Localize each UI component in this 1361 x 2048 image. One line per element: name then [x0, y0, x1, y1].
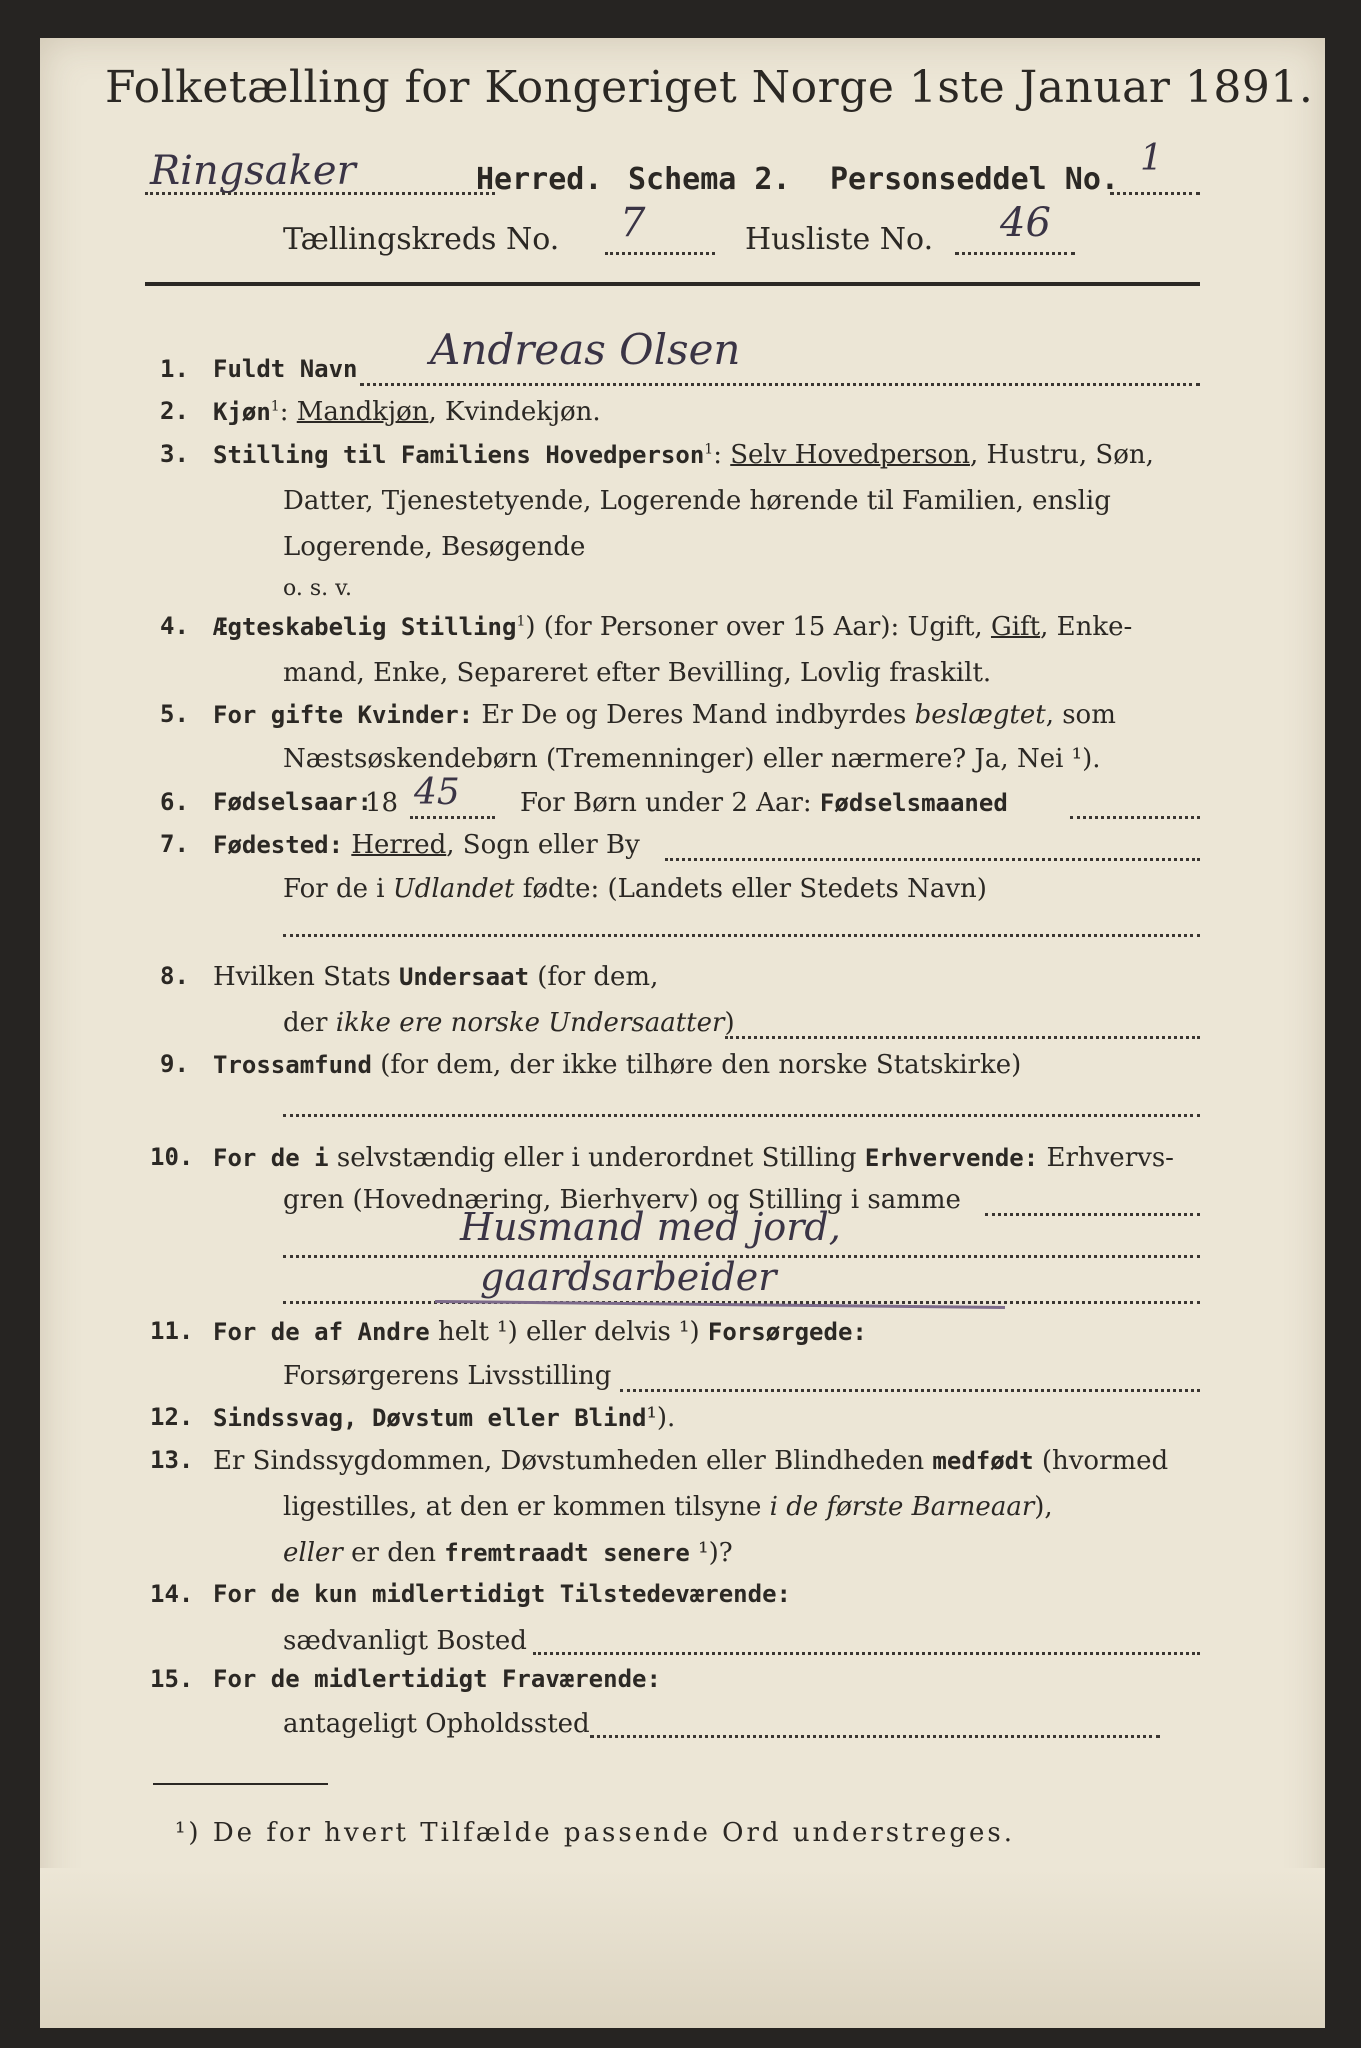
question-number: 4.	[160, 612, 189, 640]
question-text: Udlandet	[392, 874, 515, 904]
dotted-line	[620, 1389, 1200, 1392]
options-text: Næstsøskendebørn (Tremenninger) eller nærmere? Ja, Nei ¹).	[283, 744, 1101, 774]
dotted-line	[985, 1213, 1200, 1216]
question-text: Er Sindssygdommen, Døvstumheden eller Blindheden	[213, 1446, 933, 1476]
dotted-line	[605, 252, 715, 255]
question-text: (for dem, der ikke tilhøre den norske Statskirke)	[371, 1050, 1022, 1080]
question-text: )	[724, 1008, 735, 1038]
options-text: Datter, Tjenestetyende, Logerende hørende til Familien, enslig	[283, 486, 1111, 516]
herred-handwritten: Ringsaker	[150, 148, 356, 194]
question-number: 15.	[150, 1665, 194, 1693]
dotted-line	[360, 383, 1200, 386]
question-text: fødte: (Landets eller Stedets Navn)	[514, 874, 987, 904]
options-text: Logerende, Besøgende	[283, 532, 586, 562]
dotted-line	[1110, 192, 1200, 195]
question-label: Sindssvag, Døvstum eller Blind	[213, 1404, 647, 1432]
question-number: 7.	[160, 830, 189, 858]
name-handwritten: Andreas Olsen	[430, 325, 741, 374]
schema-label: Schema 2.	[628, 162, 791, 197]
footnote-mark: 1	[270, 398, 280, 415]
question-text: helt ¹) eller delvis ¹)	[429, 1317, 708, 1347]
question-label: Ægteskabelig Stilling	[213, 613, 517, 641]
question-text: (hvormed	[1033, 1446, 1169, 1476]
form-title: Folketælling for Kongeriget Norge 1ste Januar 1891.	[105, 62, 1314, 113]
question-label: Stilling til Familiens Hovedperson	[213, 441, 705, 469]
question-text: gren (Hovednæring, Bierhverv) og Stilling i samme	[283, 1185, 961, 1215]
question-text: der	[283, 1008, 336, 1038]
dotted-line	[145, 192, 495, 195]
dotted-line	[283, 934, 1200, 937]
options-text: , Enke-	[1040, 612, 1133, 642]
question-text: Er De og Deres Mand indbyrdes	[473, 700, 915, 730]
birth-year-handwritten: 45	[414, 772, 460, 813]
question-text: Erhvervs-	[1038, 1143, 1174, 1173]
question-number: 2.	[160, 397, 189, 425]
question-number: 1.	[160, 355, 189, 383]
question-text: beslægtet	[914, 700, 1046, 730]
options-text: o. s. v.	[283, 576, 352, 601]
occupation-handwritten: gaardsarbeider	[480, 1255, 777, 1299]
question-label: For de af Andre	[213, 1318, 430, 1346]
husliste-handwritten: 46	[1000, 200, 1051, 246]
options-text: ) (for Personer over 15 Aar): Ugift,	[525, 612, 991, 642]
question-number: 6.	[160, 788, 189, 816]
footnote-rule	[153, 1783, 328, 1785]
question-text: Hvilken Stats	[213, 962, 399, 992]
option-selected: Herred	[351, 830, 447, 860]
question-text: For de i	[283, 874, 393, 904]
personseddel-label: Personseddel No.	[830, 162, 1119, 197]
question-label: For de i	[213, 1144, 329, 1172]
footnote: ¹) De for hvert Tilfælde passende Ord understreges.	[175, 1818, 1016, 1848]
question-number: 14.	[150, 1580, 194, 1608]
question-text: antageligt Opholdssted	[283, 1709, 590, 1739]
footnote-mark: 1	[704, 441, 714, 458]
question-text: ¹)?	[689, 1538, 733, 1568]
question-label: Forsørgede:	[707, 1318, 867, 1346]
herred-label: Herred.	[476, 162, 603, 197]
options-text: mand, Enke, Separeret efter Bevilling, Lovlig fraskilt.	[283, 658, 992, 688]
question-text: ),	[1034, 1492, 1053, 1522]
kreds-handwritten: 7	[620, 200, 646, 246]
options-text: , Sogn eller By	[446, 830, 640, 860]
question-label: Fødselsaar:	[213, 788, 372, 816]
question-label: Kjøn	[213, 398, 271, 426]
question-text: (for dem,	[529, 962, 659, 992]
footnote-mark: 1	[516, 613, 526, 630]
question-text: sædvanligt Bosted	[283, 1626, 527, 1656]
question-label: medfødt	[932, 1447, 1034, 1475]
dotted-line	[1070, 816, 1200, 819]
question-number: 5.	[160, 700, 189, 728]
options-text: , Kvindekjøn.	[428, 397, 601, 427]
year-prefix: 18	[365, 788, 399, 818]
question-number: 9.	[160, 1050, 189, 1078]
question-text: ikke ere norske Undersaatter	[335, 1008, 725, 1038]
paper-edge	[40, 1868, 1325, 2028]
question-text: selvstændig eller i underordnet Stilling	[328, 1143, 865, 1173]
question-label: Fuldt Navn	[213, 355, 358, 383]
question-label: Trossamfund	[213, 1051, 372, 1079]
dotted-line	[283, 1114, 1200, 1117]
colon: :	[279, 397, 289, 427]
question-label: Erhvervende:	[864, 1144, 1039, 1172]
occupation-handwritten: Husmand med jord,	[460, 1205, 841, 1249]
personseddel-handwritten: 1	[1140, 138, 1163, 179]
kreds-label: Tællingskreds No.	[283, 222, 560, 257]
dotted-line	[955, 252, 1075, 255]
header-rule	[145, 282, 1200, 286]
dotted-line	[725, 1036, 1200, 1039]
husliste-label: Husliste No.	[745, 222, 934, 257]
question-text: er den	[342, 1538, 445, 1568]
question-number: 8.	[160, 962, 189, 990]
question-label: fremtraadt senere	[444, 1539, 690, 1567]
option-selected: Selv Hovedperson	[730, 440, 970, 470]
colon: :	[713, 440, 722, 470]
question-number: 13.	[150, 1446, 194, 1474]
question-text: ligestilles, at den er kommen tilsyne	[283, 1492, 770, 1522]
option-selected: Gift	[990, 612, 1041, 642]
dotted-line	[533, 1652, 1200, 1655]
question-text: For Børn under 2 Aar:	[520, 788, 820, 818]
dotted-line	[410, 816, 495, 819]
question-label: Undersaat	[398, 963, 530, 991]
question-number: 11.	[150, 1317, 194, 1345]
question-text: Forsørgerens Livsstilling	[283, 1361, 612, 1391]
question-label: Fødested:	[213, 831, 344, 859]
question-label: For de kun midlertidigt Tilstedeværende:	[213, 1580, 791, 1608]
question-number: 10.	[150, 1143, 194, 1171]
question-number: 12.	[150, 1403, 194, 1431]
question-text: , som	[1045, 700, 1116, 730]
question-text: ¹).	[646, 1403, 676, 1433]
question-label: For gifte Kvinder:	[213, 701, 474, 729]
dotted-line	[590, 1735, 1160, 1738]
option-selected: Mandkjøn	[296, 397, 429, 427]
question-label: For de midlertidigt Fraværende:	[213, 1665, 661, 1693]
question-text: i de første Barneaar	[769, 1492, 1035, 1522]
question-text: eller	[283, 1538, 343, 1568]
dotted-line	[665, 858, 1200, 861]
options-text: , Hustru, Søn,	[969, 440, 1154, 470]
question-label: Fødselsmaaned	[819, 789, 1008, 817]
question-number: 3.	[160, 440, 189, 468]
